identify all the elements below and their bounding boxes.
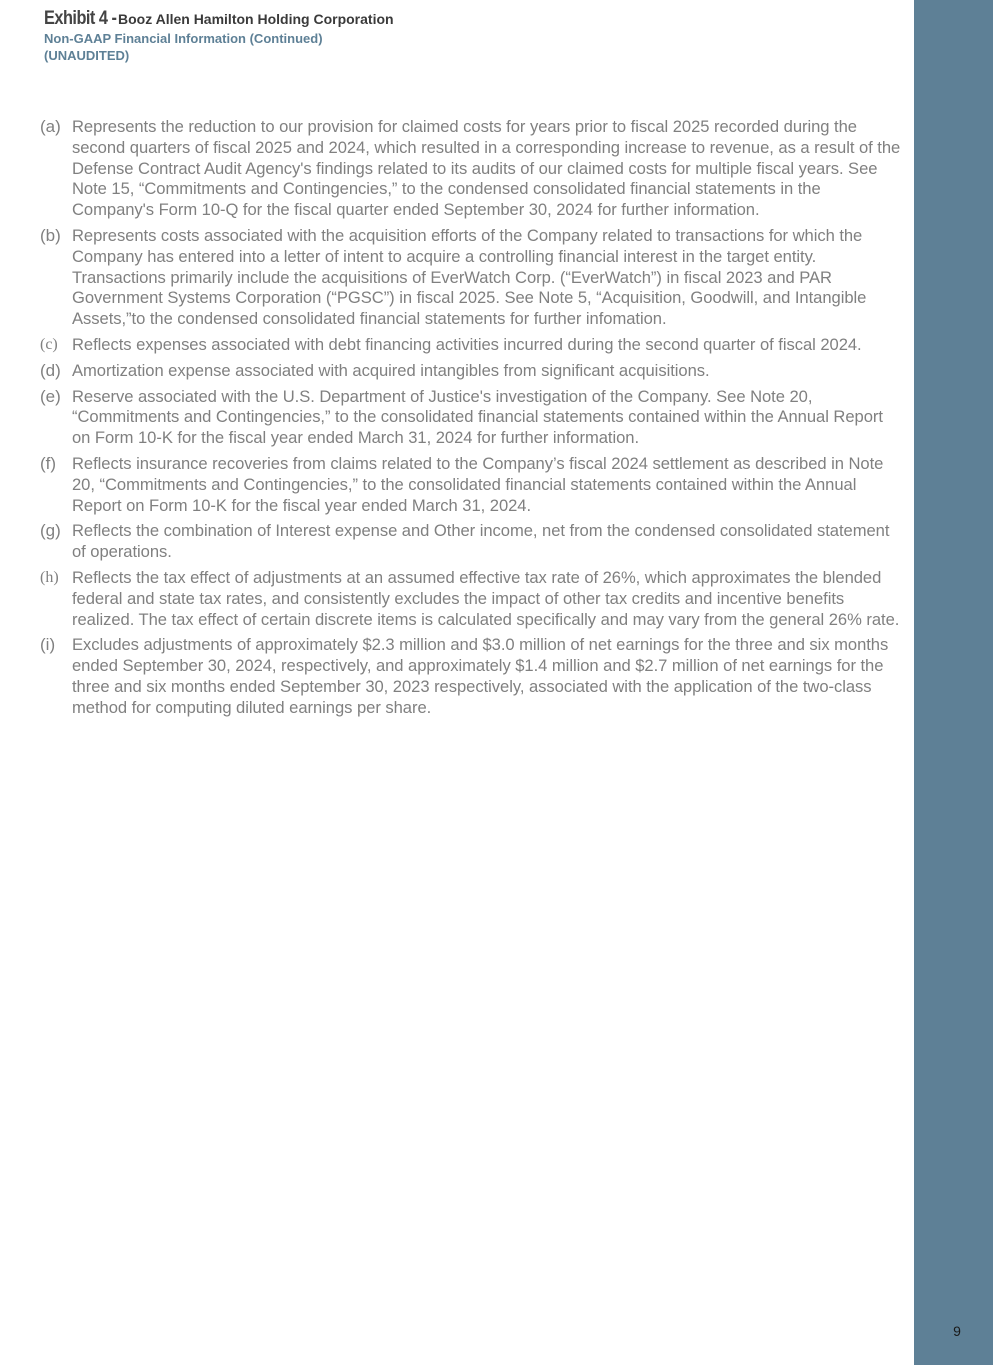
- footnote-letter: (e): [40, 386, 61, 406]
- footnote-letter: (f): [40, 453, 57, 473]
- unaudited-label: (UNAUDITED): [44, 48, 130, 63]
- exhibit-label: Exhibit 4 -: [44, 8, 117, 29]
- footnote-text: Reflects expenses associated with debt financing activities incurred during the second quarter of fiscal 2024.: [72, 334, 862, 354]
- footnote-text: Reflects insurance recoveries from claims related to the Company’s fiscal 2024 settlement as described in Note 20, “Commitments and Contingencies,” to the consolidated financial statements contained within the Annual Report on Form 10-K for the fiscal year ended March 31, 2024.: [72, 453, 884, 515]
- footnote-e: [40, 387, 902, 449]
- footnote-letter: (d): [40, 360, 61, 380]
- footnote-letter: (i): [40, 635, 56, 655]
- footnote-letter: (g): [40, 521, 61, 541]
- company-name: Booz Allen Hamilton Holding Corporation: [118, 11, 394, 27]
- footnote-text: Reserve associated with the U.S. Department of Justice's investigation of the Company. See Note 20, “Commitments and Contingencies,” to the consolidated financial statements contained within the Annual Report on Form 10-K for the fiscal year ended March 31, 2024 for further information.: [72, 386, 883, 448]
- footnote-letter: (b): [40, 225, 61, 245]
- footnote-text: Amortization expense associated with acquired intangibles from significant acquisitions.: [72, 360, 710, 380]
- footnote-text: Represents costs associated with the acquisition efforts of the Company related to transactions for which the Company has entered into a letter of intent to acquire a controlling financial interest in the target entity. Transactions primarily include the acquisitions of EverWatch Corp. (“EverWatch”) in fiscal 2023 and PAR Government Systems Corporation (“PGSC”) in fiscal 2025. See Note 5, “Acquisition, Goodwill, and Intangible Assets,”to the condensed consolidated financial statements for further infomation.: [72, 225, 867, 329]
- footnote-i: [40, 635, 902, 718]
- footnote-letter: (c): [40, 335, 58, 353]
- footnote-text: Represents the reduction to our provision for claimed costs for years prior to fiscal 2025 recorded during the second quarters of fiscal 2025 and 2024, which resulted in a corresponding increase to revenue, as a result of the Defense Contract Audit Agency's findings related to its audits of our claimed costs for multiple fiscal years. See Note 15, “Commitments and Contingencies,” to the condensed consolidated financial statements in the Company's Form 10-Q for the fiscal quarter ended September 30, 2024 for further information.: [72, 117, 901, 220]
- footnote-text: Excludes adjustments of approximately $2.3 million and $3.0 million of net earnings for the three and six months ended September 30, 2024, respectively, and approximately $1.4 million and $2.7 million of net earnings for the three and six months ended September 30, 2023 respectively, associated with the application of the two-class method for computing diluted earnings per share.: [72, 635, 889, 717]
- footnote-a: [40, 117, 902, 221]
- footnote-text: Reflects the tax effect of adjustments at an assumed effective tax rate of 26%, which approximates the blended federal and state tax rates, and consistently excludes the impact of other tax credits and incentive benefits realized. The tax effect of certain discrete items is calculated specifically and may vary from the general 26% rate.: [72, 567, 900, 629]
- footnote-d: [40, 361, 902, 382]
- page-number: 9: [953, 1323, 961, 1339]
- report-subtitle: Non-GAAP Financial Information (Continued): [44, 31, 323, 46]
- footnote-letter: (a): [40, 117, 61, 136]
- footnote-g: [40, 521, 902, 563]
- exhibit-title-line: [44, 8, 394, 30]
- footnote-f: [40, 454, 902, 516]
- footnote-h: [40, 568, 902, 630]
- footnote-text: Reflects the combination of Interest expense and Other income, net from the condensed consolidated statement of operations.: [72, 521, 890, 562]
- side-accent-bar: [914, 0, 993, 1365]
- footnote-c: [40, 335, 902, 356]
- footnote-letter: (h): [40, 568, 59, 586]
- page-header: [44, 8, 394, 64]
- footnotes-list: [40, 117, 902, 724]
- footnote-b: [40, 226, 902, 330]
